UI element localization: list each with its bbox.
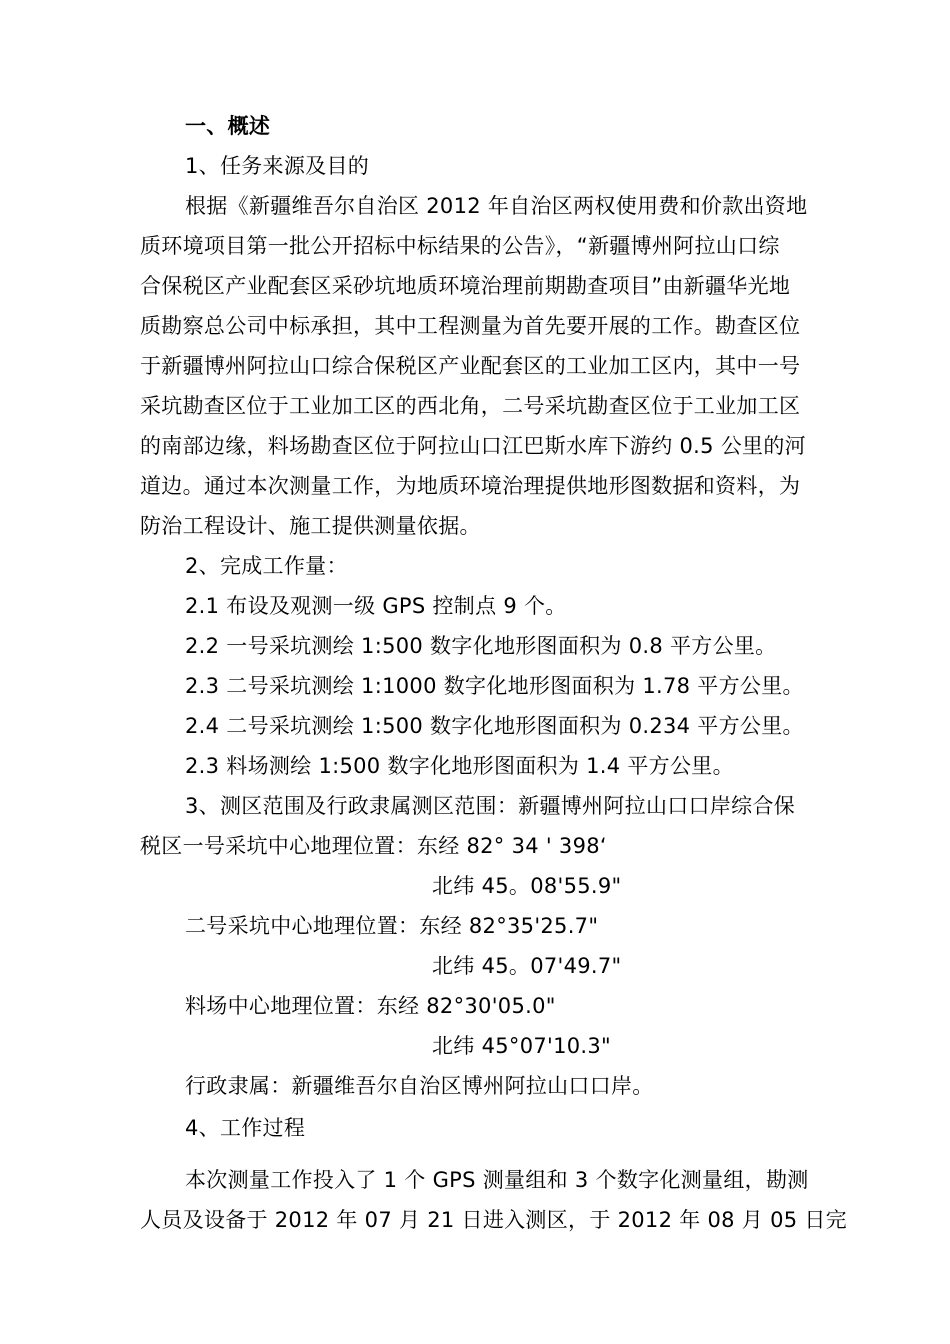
paragraph-1-line: 采坑勘查区位于工业加工区的西北角，二号采坑勘查区位于工业加工区 — [140, 394, 801, 418]
paragraph-1-line: 的南部边缘，料场勘查区位于阿拉山口江巴斯水库下游约 0.5 公里的河 — [140, 434, 806, 458]
subsection-3-line: 3、测区范围及行政隶属测区范围：新疆博州阿拉山口口岸综合保 — [185, 794, 796, 818]
section-heading: 一、概述 — [185, 114, 271, 138]
workload-item: 2.2 一号采坑测绘 1:500 数字化地形图面积为 0.8 平方公里。 — [185, 634, 777, 658]
subsection-1-title: 1、任务来源及目的 — [185, 154, 370, 178]
yard-latitude: 北纬 45°07'10.3" — [432, 1034, 612, 1058]
subsection-3-line: 税区一号采坑中心地理位置：东经 82° 34 ' 398‘ — [140, 834, 607, 858]
pit1-latitude: 北纬 45。08'55.9" — [432, 874, 622, 898]
paragraph-1-line: 防治工程设计、施工提供测量依据。 — [140, 514, 481, 538]
pit2-location: 二号采坑中心地理位置：东经 82°35'25.7" — [185, 914, 599, 938]
paragraph-4-line: 本次测量工作投入了 1 个 GPS 测量组和 3 个数字化测量组，勘测 — [185, 1168, 809, 1192]
paragraph-1-line: 于新疆博州阿拉山口综合保税区产业配套区的工业加工区内，其中一号 — [140, 354, 801, 378]
pit2-latitude: 北纬 45。07'49.7" — [432, 954, 622, 978]
yard-location: 料场中心地理位置：东经 82°30'05.0" — [185, 994, 556, 1018]
workload-item: 2.3 二号采坑测绘 1:1000 数字化地形图面积为 1.78 平方公里。 — [185, 674, 804, 698]
administrative-affiliation: 行政隶属：新疆维吾尔自治区博州阿拉山口口岸。 — [185, 1074, 654, 1098]
workload-item: 2.4 二号采坑测绘 1:500 数字化地形图面积为 0.234 平方公里。 — [185, 714, 804, 738]
paragraph-1-line: 合保税区产业配套区采砂坑地质环境治理前期勘查项目”由新疆华光地 — [140, 274, 791, 298]
subsection-2-title: 2、完成工作量： — [185, 554, 348, 578]
paragraph-1-line: 质环境项目第一批公开招标中标结果的公告》，“新疆博州阿拉山口综 — [140, 234, 780, 258]
workload-item: 2.3 料场测绘 1:500 数字化地形图面积为 1.4 平方公里。 — [185, 754, 734, 778]
workload-item: 2.1 布设及观测一级 GPS 控制点 9 个。 — [185, 594, 567, 618]
paragraph-1-line: 质勘察总公司中标承担，其中工程测量为首先要开展的工作。勘查区位 — [140, 314, 801, 338]
paragraph-1-line: 道边。通过本次测量工作，为地质环境治理提供地形图数据和资料，为 — [140, 474, 801, 498]
paragraph-1-line: 根据《新疆维吾尔自治区 2012 年自治区两权使用费和价款出资地 — [185, 194, 808, 218]
subsection-4-title: 4、工作过程 — [185, 1116, 306, 1140]
paragraph-4-line: 人员及设备于 2012 年 07 月 21 日进入测区，于 2012 年 08 月 05 日完 — [140, 1208, 847, 1232]
